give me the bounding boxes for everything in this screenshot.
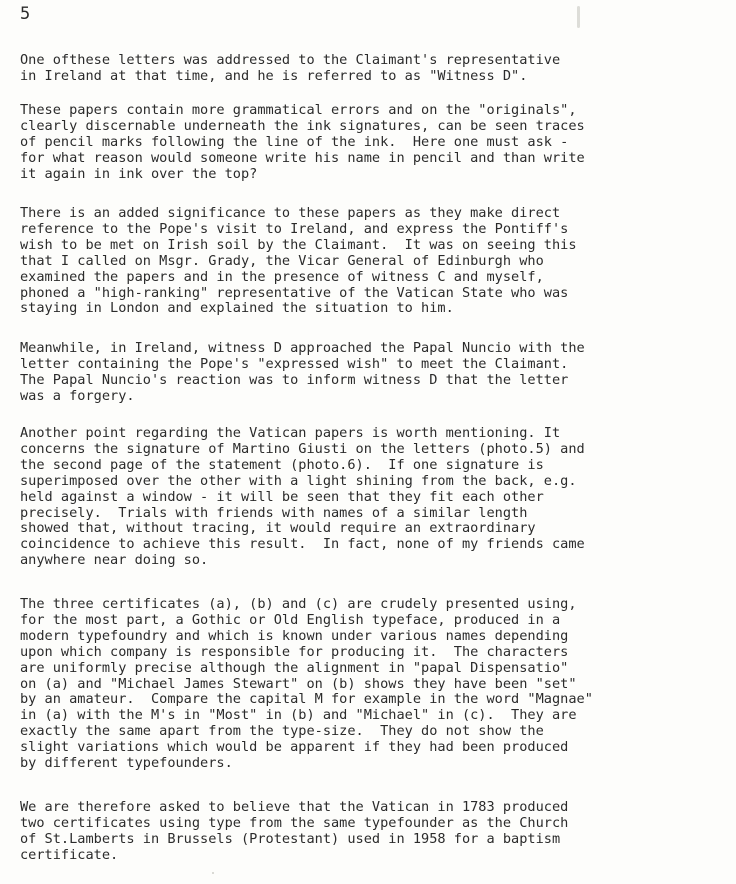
paragraph-signature: Another point regarding the Vatican papers is worth mentioning. It concerns the signature of Martino Giusti on the letters (photo.5) and the second page of the statement (photo.6). If one signature is superimposed over the other with a light shining from the back, e.g. held against a window - it will be seen that they fit each other precisely. Trials with friends with names of a similar length showed that, without tracing, it would require an extraordinary coincidence to achieve this result. In fact, none of my friends came anywhere near doing so. xyxy=(20,425,585,569)
paper-speck xyxy=(577,6,580,28)
paragraph-certificates: The three certificates (a), (b) and (c) are crudely presented using, for the most part, a Gothic or Old English typeface, produced in a modern typefoundry and which is known under various names depending upon which company is responsible for producing it. The characters are uniformly precise although the alignment in "papal Dispensatio" on (a) and "Michael James Stewart" on (b) shows they have been "set" by an amateur. Compare the capital M for example in the word "Magnae" in (a) with the M's in "Most" in (b) and "Michael" in (c). They are exactly the same apart from the type-size. They do not show the slight variations which would be apparent if they had been produced by different typefounders. xyxy=(20,596,593,772)
paragraph-witness-d: One ofthese letters was addressed to the Claimant's representative in Ireland at that time, and he is referred to as "Witness D". xyxy=(20,52,561,84)
paragraph-pencil-marks: These papers contain more grammatical errors and on the "originals", clearly discernable underneath the ink signatures, can be seen traces of pencil marks following the line of the ink. Here one must ask - for what reason would someone write his name in pencil and than write it again in ink over the top? xyxy=(20,102,585,182)
page-number: 5 xyxy=(20,4,31,24)
paragraph-conclusion: We are therefore asked to believe that the Vatican in 1783 produced two certificates using type from the same typefounder as the Church of St.Lamberts in Brussels (Protestant) used in 1958 for a baptism certificate. xyxy=(20,799,569,863)
paragraph-pope-visit: There is an added significance to these papers as they make direct reference to the Pope's visit to Ireland, and express the Pontiff's wish to be met on Irish soil by the Claimant. It was on seeing this that I called on Msgr. Grady, the Vicar General of Edinburgh who examined the papers and in the presence of witness C and myself, phoned a "high-ranking" representative of the Vatican State who was staying in London and explained the situation to him. xyxy=(20,205,577,317)
paper-speck xyxy=(212,872,214,874)
paragraph-papal-nuncio: Meanwhile, in Ireland, witness D approached the Papal Nuncio with the letter containing the Pope's "expressed wish" to meet the Claimant. The Papal Nuncio's reaction was to inform witness D that the letter was a forgery. xyxy=(20,340,585,404)
